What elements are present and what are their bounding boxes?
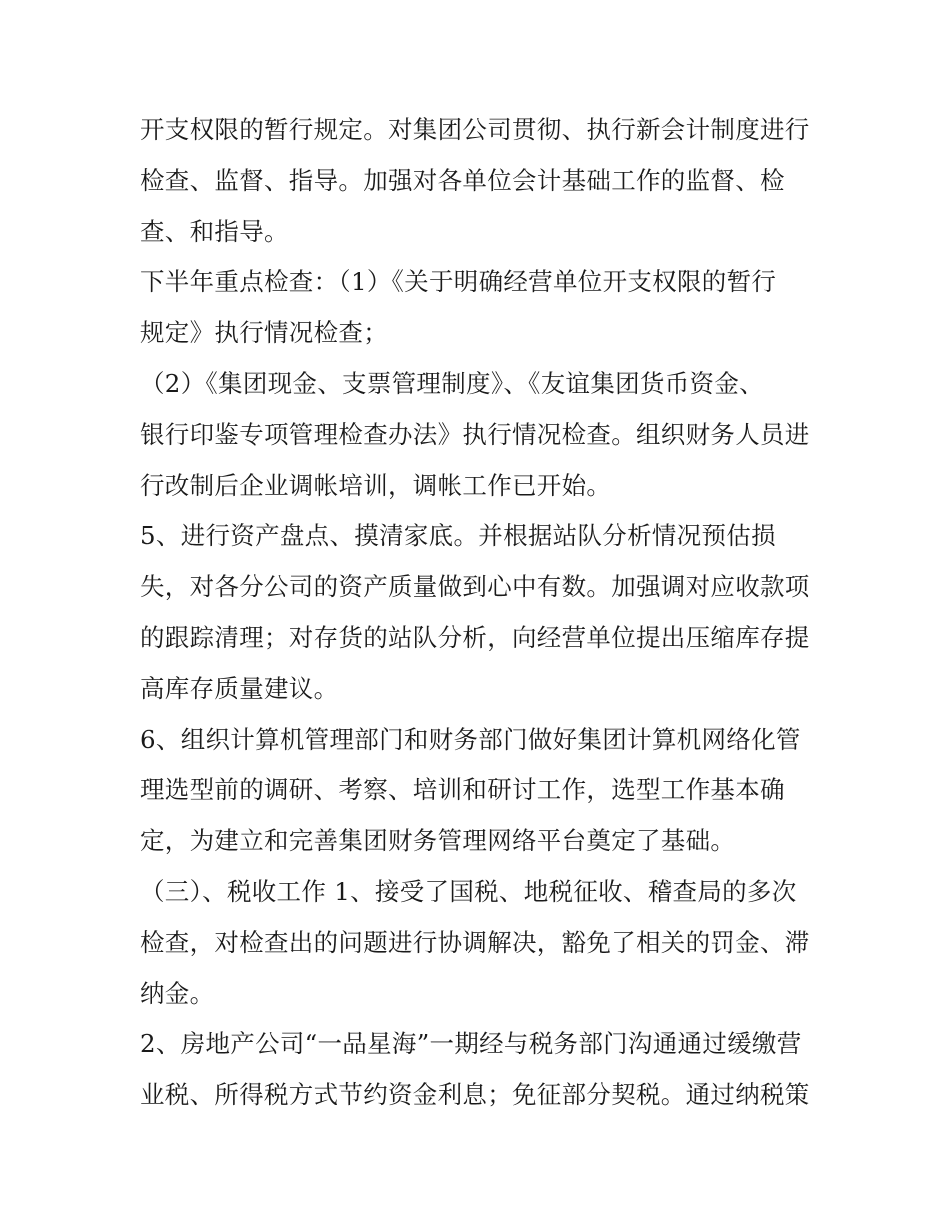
- text-line: 检查、监督、指导。加强对各单位会计基础工作的监督、检: [140, 165, 785, 195]
- text-line: 纳金。: [140, 978, 215, 1008]
- text-line: 6、组织计算机管理部门和财务部门做好集团计算机网络化管: [140, 724, 801, 754]
- text-line: （2）《集团现金、支票管理制度》、《友谊集团货币资金、: [140, 368, 764, 398]
- text-line: 规定》执行情况检查；: [140, 318, 388, 348]
- body-text: [140, 105, 820, 1121]
- text-line: 高库存质量建议。: [140, 673, 339, 703]
- text-line: 业税、所得税方式节约资金利息；免征部分契税。通过纳税策: [140, 1080, 810, 1110]
- text-line: 银行印鉴专项管理检查办法》执行情况检查。组织财务人员进: [140, 419, 810, 449]
- text-line: 查、和指导。: [140, 216, 289, 246]
- text-line: （三）、税收工作 1、接受了国税、地税征收、稽查局的多次: [140, 876, 797, 906]
- text-line: 的跟踪清理；对存货的站队分析，向经营单位提出压缩库存提: [140, 622, 810, 652]
- text-line: 检查，对检查出的问题进行协调解决，豁免了相关的罚金、滞: [140, 927, 810, 957]
- text-line: 2、房地产公司“一品星海”一期经与税务部门沟通通过缓缴营: [140, 1029, 802, 1059]
- text-line: 定，为建立和完善集团财务管理网络平台奠定了基础。: [140, 826, 736, 856]
- text-line: 下半年重点检查：（1）《关于明确经营单位开支权限的暂行: [140, 267, 777, 297]
- text-line: 失，对各分公司的资产质量做到心中有数。加强调对应收款项: [140, 572, 810, 602]
- text-line: 开支权限的暂行规定。对集团公司贯彻、执行新会计制度进行: [140, 115, 810, 144]
- text-line: 理选型前的调研、考察、培训和研讨工作，选型工作基本确: [140, 775, 785, 805]
- text-line: 5、进行资产盘点、摸清家底。并根据站队分析情况预估损: [140, 521, 776, 551]
- text-line: 行改制后企业调帐培训，调帐工作已开始。: [140, 470, 612, 500]
